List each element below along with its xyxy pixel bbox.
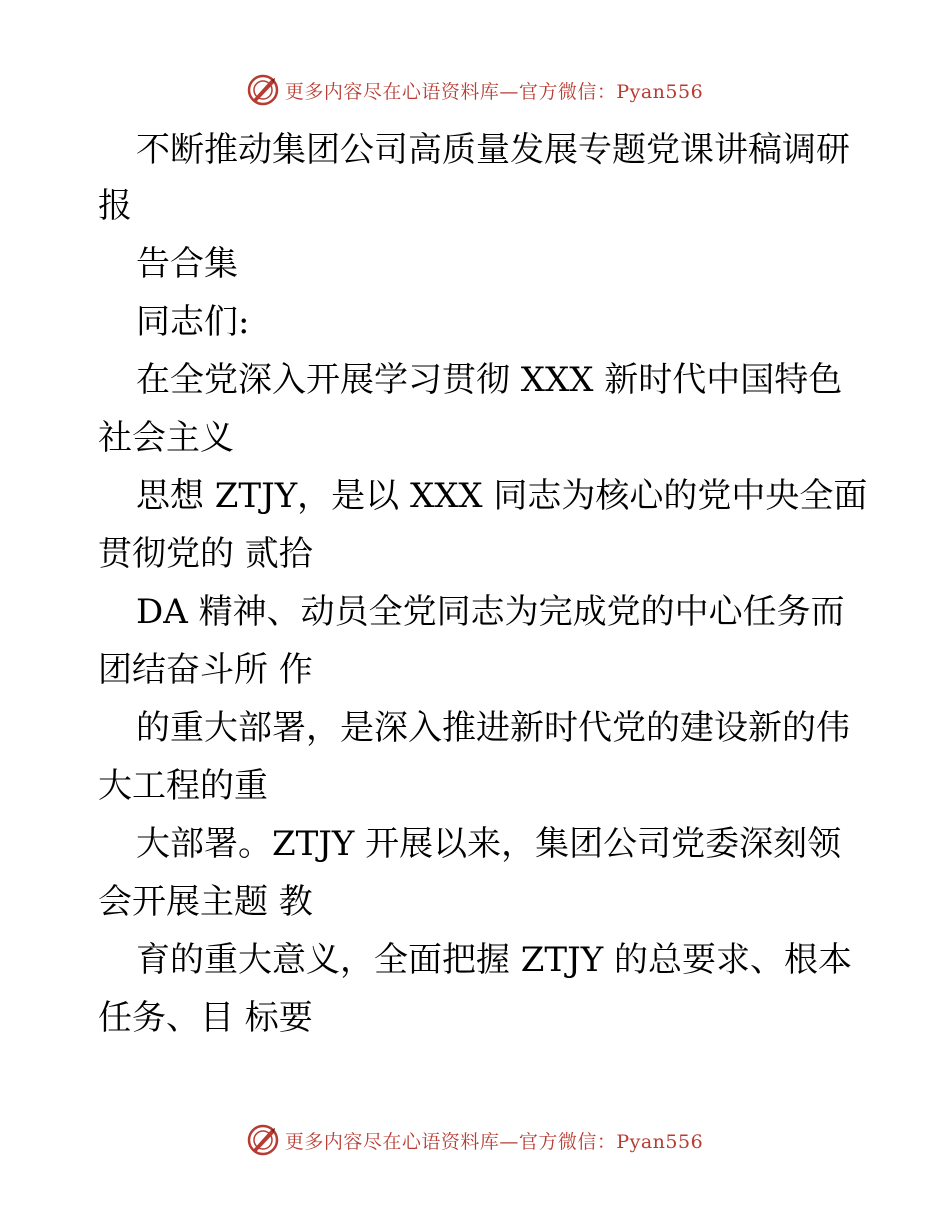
footer-watermark xyxy=(0,1120,950,1160)
doc-line: DA 精神、动员全党同志为完成党的中心任务而 xyxy=(136,592,845,632)
doc-line: 告合集 xyxy=(136,244,238,284)
watermark-text: 更多内容尽在心语资料库—官方微信：Pyan556 xyxy=(284,1130,704,1153)
doc-line: 任务、目 标要 xyxy=(98,998,313,1038)
doc-line: 会开展主题 教 xyxy=(98,882,313,922)
doc-line: 的重大部署，是深入推进新时代党的建设新的伟 xyxy=(136,708,850,748)
doc-line: 团结奋斗所 作 xyxy=(98,650,313,690)
doc-line: 大工程的重 xyxy=(98,766,268,806)
doc-line: 贯彻党的 贰拾 xyxy=(98,534,313,574)
doc-line: 不断推动集团公司高质量发展专题党课讲稿调研 xyxy=(136,130,850,170)
doc-line: 报 xyxy=(98,186,132,226)
quill-pen-logo-icon xyxy=(247,74,279,106)
doc-line: 大部署。ZTJY 开展以来，集团公司党委深刻领 xyxy=(136,824,842,864)
doc-line: 在全党深入开展学习贯彻 XXX 新时代中国特色 xyxy=(136,360,843,400)
watermark-text: 更多内容尽在心语资料库—官方微信：Pyan556 xyxy=(284,80,704,103)
doc-line: 思想 ZTJY，是以 XXX 同志为核心的党中央全面 xyxy=(136,476,868,516)
doc-line: 同志们: xyxy=(136,302,250,342)
quill-pen-logo-icon xyxy=(247,1124,279,1156)
doc-line: 社会主义 xyxy=(98,418,234,458)
doc-line: 育的重大意义，全面把握 ZTJY 的总要求、根本 xyxy=(136,940,852,980)
header-watermark xyxy=(0,70,950,110)
